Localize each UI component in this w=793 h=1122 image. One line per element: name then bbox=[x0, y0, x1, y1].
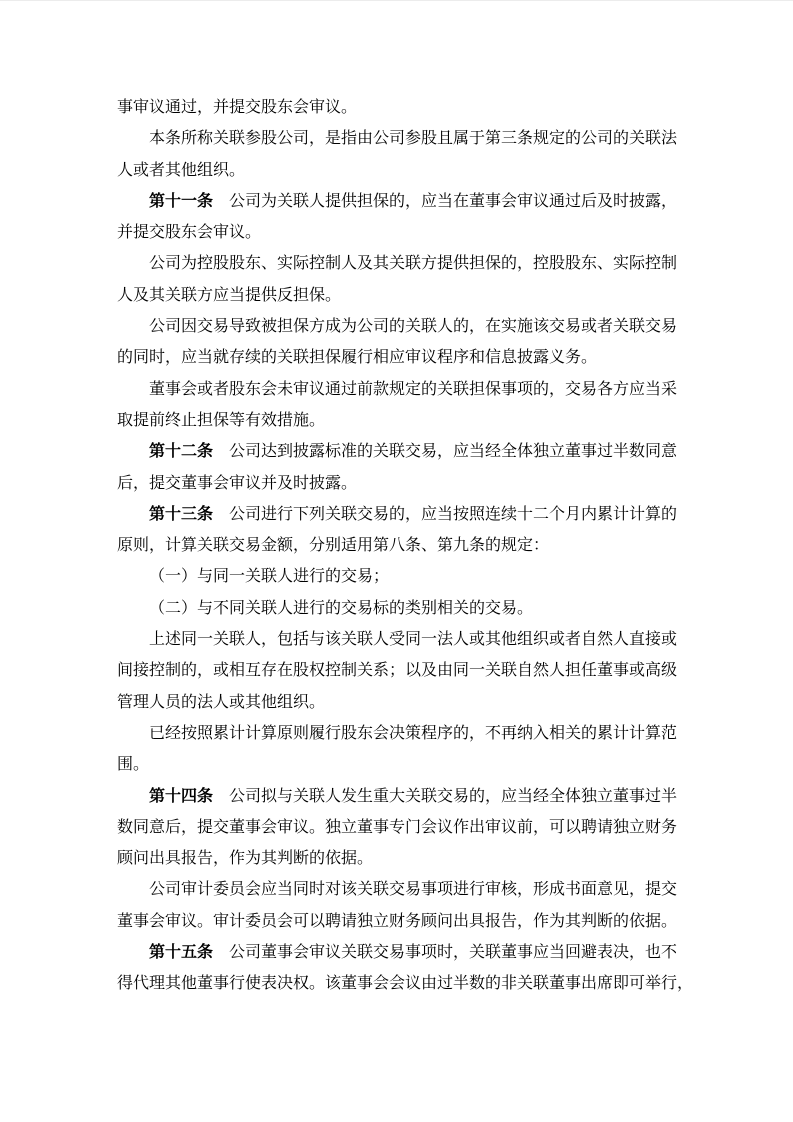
line-text: 公司为关联人提供担保的，应当在董事会审议通过后及时披露， bbox=[229, 192, 678, 210]
line-text: 本条所称关联参股公司，是指由公司参股且属于第三条规定的公司的关联法 bbox=[149, 130, 678, 148]
text-line bbox=[117, 937, 685, 968]
text-line bbox=[117, 624, 685, 655]
text-line bbox=[117, 968, 694, 999]
text-line bbox=[117, 749, 685, 780]
text-line bbox=[117, 92, 685, 123]
text-line bbox=[117, 280, 685, 311]
text-line bbox=[117, 561, 685, 592]
line-text: 董事会审议。审计委员会可以聘请独立财务顾问出具报告，作为其判断的依据。 bbox=[117, 912, 678, 930]
line-text: 事审议通过，并提交股东会审议。 bbox=[117, 99, 358, 116]
text-line bbox=[117, 530, 685, 561]
line-text: 数同意后，提交董事会审议。独立董事专门会议作出审议前，可以聘请独立财务 bbox=[117, 818, 678, 836]
line-text: 公司审计委员会应当同时对该关联交易事项进行审核，形成书面意见，提交 bbox=[149, 881, 678, 899]
line-text: 公司因交易导致被担保方成为公司的关联人的，在实施该交易或者关联交易 bbox=[149, 318, 678, 336]
line-text: 顾问出具报告，作为其判断的依据。 bbox=[117, 850, 374, 868]
line-text: 的同时，应当就存续的关联担保履行相应审议程序和信息披露义务。 bbox=[117, 349, 598, 367]
article-number: 第十四条 bbox=[149, 787, 214, 805]
line-text: （一）与同一关联人进行的交易； bbox=[149, 568, 390, 586]
text-line bbox=[117, 311, 685, 342]
line-text: （二）与不同关联人进行的交易标的类别相关的交易。 bbox=[149, 599, 534, 617]
article-number: 第十五条 bbox=[149, 944, 214, 962]
text-line bbox=[117, 812, 685, 843]
line-text: 公司董事会审议关联交易事项时，关联董事应当回避表决，也不 bbox=[229, 944, 678, 962]
text-line bbox=[117, 593, 685, 624]
text-line bbox=[117, 874, 685, 905]
line-text: 取提前终止担保等有效措施。 bbox=[117, 411, 326, 429]
line-text: 管理人员的法人或其他组织。 bbox=[117, 693, 326, 711]
text-line bbox=[117, 436, 685, 467]
line-text: 公司进行下列关联交易的，应当按照连续十二个月内累计计算的 bbox=[229, 505, 678, 523]
line-text: 后，提交董事会审议并及时披露。 bbox=[117, 474, 358, 492]
line-text: 围。 bbox=[117, 756, 150, 774]
line-text: 并提交股东会审议。 bbox=[117, 224, 262, 242]
text-line bbox=[117, 248, 685, 279]
article-number: 第十一条 bbox=[149, 192, 214, 210]
line-text: 人及其关联方应当提供反担保。 bbox=[117, 286, 342, 304]
text-line bbox=[117, 468, 685, 499]
text-line bbox=[117, 342, 685, 373]
text-line bbox=[117, 843, 685, 874]
text-line bbox=[117, 123, 685, 154]
line-text: 董事会或者股东会未审议通过前款规定的关联担保事项的，交易各方应当采 bbox=[149, 380, 678, 398]
text-line bbox=[117, 186, 685, 217]
text-line bbox=[117, 374, 685, 405]
text-line bbox=[117, 217, 685, 248]
text-line bbox=[117, 155, 685, 186]
document-content bbox=[117, 92, 694, 1000]
article-number: 第十三条 bbox=[149, 505, 214, 523]
article-number: 第十二条 bbox=[149, 443, 214, 461]
line-text: 已经按照累计计算原则履行股东会决策程序的，不再纳入相关的累计计算范 bbox=[149, 724, 678, 742]
text-line bbox=[117, 781, 685, 812]
line-text: 公司为控股股东、实际控制人及其关联方提供担保的，控股股东、实际控制 bbox=[149, 255, 678, 273]
text-line bbox=[117, 499, 685, 530]
line-text: 上述同一关联人，包括与该关联人受同一法人或其他组织或者自然人直接或 bbox=[149, 631, 678, 649]
line-text: 得代理其他董事行使表决权。该董事会会议由过半数的非关联董事出席即可举行， bbox=[117, 975, 694, 993]
text-line bbox=[117, 906, 685, 937]
line-text: 公司达到披露标准的关联交易，应当经全体独立董事过半数同意 bbox=[229, 443, 678, 461]
text-line bbox=[117, 655, 685, 686]
line-text: 间接控制的，或相互存在股权控制关系；以及由同一关联自然人担任董事或高级 bbox=[117, 662, 678, 680]
line-text: 人或者其他组织。 bbox=[117, 161, 246, 179]
line-text: 原则，计算关联交易金额，分别适用第八条、第九条的规定： bbox=[117, 537, 550, 555]
line-text: 公司拟与关联人发生重大关联交易的，应当经全体独立董事过半 bbox=[229, 787, 678, 805]
text-line bbox=[117, 687, 685, 718]
text-line bbox=[117, 718, 685, 749]
text-line bbox=[117, 405, 685, 436]
